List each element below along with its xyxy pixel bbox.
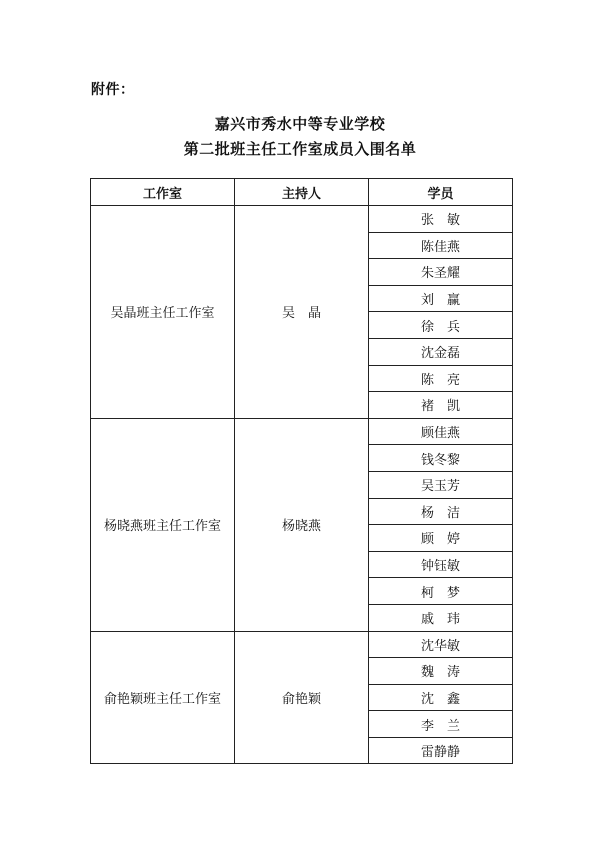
member-name: 顾佳燕 — [369, 418, 513, 445]
host-name: 杨晓燕 — [235, 418, 369, 631]
table-row — [91, 206, 513, 233]
host-name: 吴 晶 — [235, 206, 369, 419]
member-name: 刘 赢 — [369, 285, 513, 312]
member-name: 柯 梦 — [369, 578, 513, 605]
member-name: 褚 凯 — [369, 392, 513, 419]
member-name: 陈 亮 — [369, 365, 513, 392]
member-name: 陈佳燕 — [369, 232, 513, 259]
member-name: 雷静静 — [369, 737, 513, 764]
host-name: 俞艳颖 — [235, 631, 369, 764]
member-name: 杨 洁 — [369, 498, 513, 525]
member-name: 徐 兵 — [369, 312, 513, 339]
header-studio: 工作室 — [91, 179, 235, 206]
table-row — [91, 418, 513, 445]
member-name: 钱冬黎 — [369, 445, 513, 472]
header-host: 主持人 — [235, 179, 369, 206]
document-subtitle: 第二批班主任工作室成员入围名单 — [183, 140, 417, 158]
member-name: 朱圣耀 — [369, 259, 513, 286]
member-name: 顾 婷 — [369, 525, 513, 552]
member-name: 钟钰敏 — [369, 551, 513, 578]
studio-name: 俞艳颖班主任工作室 — [91, 631, 235, 764]
table-row — [91, 631, 513, 658]
member-name: 张 敏 — [369, 206, 513, 233]
member-name: 李 兰 — [369, 711, 513, 738]
member-name: 沈华敏 — [369, 631, 513, 658]
member-name: 戚 玮 — [369, 604, 513, 631]
document-title: 嘉兴市秀水中等专业学校 — [214, 115, 386, 133]
member-name: 吴玉芳 — [369, 471, 513, 498]
member-name: 沈 鑫 — [369, 684, 513, 711]
roster-table — [90, 178, 513, 764]
studio-name: 杨晓燕班主任工作室 — [91, 418, 235, 631]
header-members: 学员 — [369, 179, 513, 206]
member-name: 魏 涛 — [369, 658, 513, 685]
attachment-label: 附件： — [91, 82, 135, 98]
studio-name: 吴晶班主任工作室 — [91, 206, 235, 419]
member-name: 沈金磊 — [369, 338, 513, 365]
table-header-row — [91, 179, 513, 206]
